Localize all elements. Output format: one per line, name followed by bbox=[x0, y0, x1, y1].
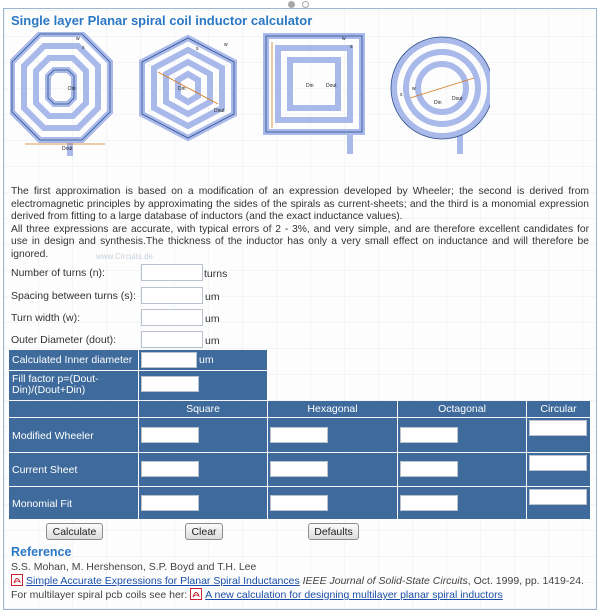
sheet-square-output[interactable] bbox=[141, 461, 199, 477]
square-spiral-diagram bbox=[12, 34, 110, 156]
w-label: w bbox=[412, 86, 416, 92]
width-input[interactable] bbox=[141, 309, 203, 326]
dout-label: Dout bbox=[452, 96, 463, 102]
spacing-unit: um bbox=[205, 291, 220, 303]
inner-diameter-label-cell bbox=[9, 350, 138, 370]
inner-diameter-value-cell bbox=[139, 350, 267, 370]
octagonal-spiral-square-diagram bbox=[266, 36, 362, 154]
inner-diameter-label: Calculated Inner diameter bbox=[12, 354, 133, 366]
dout-label: Dout bbox=[214, 108, 225, 114]
sheet-hexagonal-output[interactable] bbox=[270, 461, 328, 477]
fill-factor-value-cell bbox=[139, 371, 267, 400]
fill-factor-label: Fill factor p=(Dout-Din)/(Dout+Din) bbox=[12, 373, 99, 396]
table-cell bbox=[527, 487, 590, 519]
reference-paper-link[interactable]: Simple Accurate Expressions for Planar Spiral Inductances bbox=[26, 575, 300, 587]
wheeler-square-output[interactable] bbox=[141, 427, 199, 443]
w-label: w bbox=[224, 42, 228, 48]
s-label: s bbox=[82, 45, 85, 51]
monomial-hexagonal-output[interactable] bbox=[270, 495, 328, 511]
width-label: Turn width (w): bbox=[11, 312, 81, 324]
table-cell bbox=[527, 418, 590, 452]
fill-factor-output[interactable] bbox=[141, 376, 199, 392]
spacing-input[interactable] bbox=[141, 287, 203, 304]
table-cell bbox=[139, 418, 267, 452]
w-label: w bbox=[342, 36, 346, 42]
page-title: Single layer Planar spiral coil inductor calculator bbox=[11, 13, 313, 28]
carousel-dot[interactable] bbox=[302, 1, 309, 8]
sheet-octagonal-output[interactable] bbox=[400, 461, 458, 477]
table-cell bbox=[268, 453, 397, 486]
monomial-octagonal-output[interactable] bbox=[400, 495, 458, 511]
circular-spiral-diagram bbox=[391, 37, 490, 154]
s-label: s bbox=[350, 44, 353, 50]
carousel-dot-active[interactable] bbox=[288, 1, 295, 8]
s-label: s bbox=[196, 46, 199, 52]
reference-citation bbox=[11, 574, 584, 587]
description-p2: All three expressions are accurate, with typical errors of 2 - 3%, and very simple, and are therefore excellent candidates for use in design and synthesis.The thickness of the inductor has only a very small effect on inductance and will therefore be ignored. bbox=[11, 223, 589, 260]
w-label: w bbox=[76, 36, 80, 42]
wheeler-octagonal-output[interactable] bbox=[400, 427, 458, 443]
table-row-label: Current Sheet bbox=[9, 453, 138, 486]
table-cell bbox=[527, 453, 590, 486]
inner-diameter-output[interactable] bbox=[141, 352, 197, 368]
table-cell bbox=[268, 418, 397, 452]
spacing-label: Spacing between turns (s): bbox=[11, 290, 136, 302]
calculate-button[interactable]: Calculate bbox=[46, 523, 103, 540]
monomial-circular-output[interactable] bbox=[529, 489, 587, 505]
din-label: Din bbox=[434, 100, 442, 106]
table-row-label: Monomial Fit bbox=[9, 487, 138, 519]
col-header-square: Square bbox=[139, 401, 267, 417]
outer-input[interactable] bbox=[141, 331, 203, 348]
col-header-hexagonal: Hexagonal bbox=[268, 401, 397, 417]
width-unit: um bbox=[205, 313, 220, 325]
pdf-icon bbox=[11, 574, 23, 586]
multilayer-link[interactable]: A new calculation for designing multilayer planar spiral inductors bbox=[205, 589, 503, 601]
din-label: Din bbox=[306, 83, 314, 89]
reference-journal-rest: , Oct. 1999, pp. 1419-24. bbox=[467, 575, 584, 587]
multilayer-line bbox=[11, 588, 503, 601]
wheeler-hexagonal-output[interactable] bbox=[270, 427, 328, 443]
turns-unit: turns bbox=[204, 268, 228, 280]
fill-factor-label-cell bbox=[9, 371, 138, 400]
watermark: www.Circuits.de bbox=[96, 252, 153, 261]
monomial-square-output[interactable] bbox=[141, 495, 199, 511]
reference-journal: IEEE Journal of Solid-State Circuits bbox=[302, 575, 468, 587]
col-header-octagonal: Octagonal bbox=[398, 401, 526, 417]
table-corner bbox=[9, 401, 138, 417]
outer-label: Outer Diameter (dout): bbox=[11, 334, 117, 346]
turns-label: Number of turns (n): bbox=[11, 267, 105, 279]
outer-unit: um bbox=[205, 335, 220, 347]
multilayer-text: For multilayer spiral pcb coils see her: bbox=[11, 589, 188, 601]
reference-title: Reference bbox=[11, 545, 72, 559]
reference-authors: S.S. Mohan, M. Hershenson, S.P. Boyd and T.H. Lee bbox=[11, 561, 257, 573]
coil-diagrams bbox=[10, 32, 490, 160]
wheeler-circular-output[interactable] bbox=[529, 420, 587, 436]
description bbox=[11, 186, 589, 262]
hexagonal-spiral-diagram bbox=[142, 38, 234, 138]
sheet-circular-output[interactable] bbox=[529, 455, 587, 471]
table-cell bbox=[398, 418, 526, 452]
table-cell bbox=[398, 487, 526, 519]
description-p1: The first approximation is based on a modification of an expression developed by Wheeler; the second is derived from electromagnetic principles by approximating the sides of the spirals as current-sheets; and the third is a monomial expression derived from fitting to a large database of inductors (and the exact inductance values). bbox=[11, 186, 589, 223]
table-cell bbox=[268, 487, 397, 519]
table-cell bbox=[398, 453, 526, 486]
clear-button[interactable]: Clear bbox=[185, 523, 223, 540]
dout-label: Dout bbox=[326, 83, 337, 89]
turns-input[interactable] bbox=[141, 264, 203, 281]
din-label: Din bbox=[68, 86, 76, 92]
table-row-label: Modified Wheeler bbox=[9, 418, 138, 452]
s-label: s bbox=[400, 92, 403, 98]
defaults-button[interactable]: Defaults bbox=[308, 523, 359, 540]
pdf-icon bbox=[190, 588, 202, 600]
table-cell bbox=[139, 453, 267, 486]
inner-diameter-unit: um bbox=[199, 354, 214, 366]
table-cell bbox=[139, 487, 267, 519]
col-header-circular: Circular bbox=[527, 401, 590, 417]
din-label: Din bbox=[178, 86, 186, 92]
dout-label: Dout bbox=[62, 146, 73, 152]
